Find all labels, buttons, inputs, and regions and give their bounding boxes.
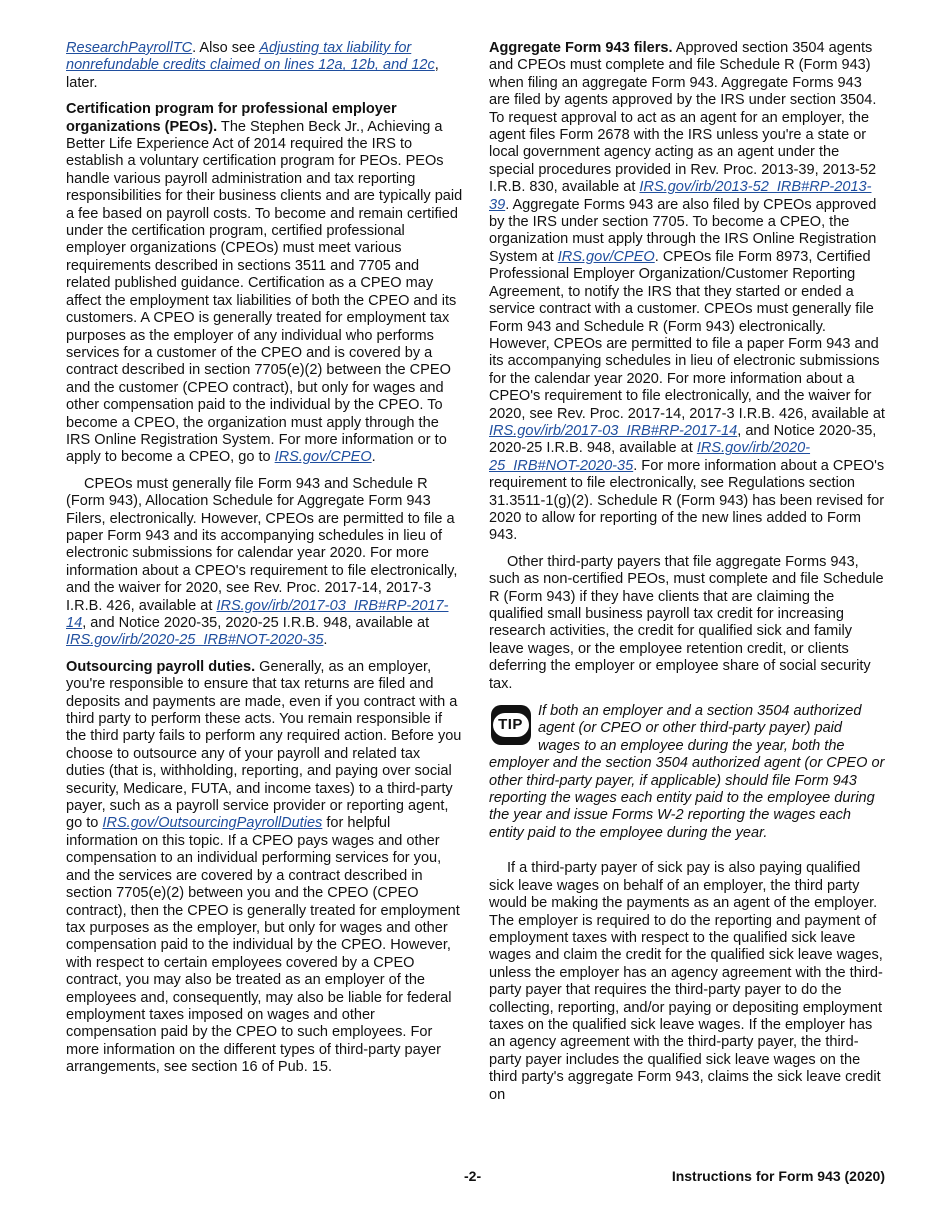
paragraph-cpeo-electronic-filing: CPEOs must generally file Form 943 and Schedule R (Form 943), Allocation Schedule for Aggregate Form 943 Filers, electronically. However, CPEOs are permitted to file a paper Form 943 and its accompanying schedules in lieu of electronic submissions for calendar year 2020. For more information about a CPEO's requirement to file electronically, and the waiver for 2020, see Rev. Proc. 2017-14, 2017-3 I.R.B. 426, available at IRS.gov/irb/2017-03_IRB#RP-2017-14, and Notice 2020-35, 2020-25 I.R.B. 948, available at IRS.gov/irb/2020-25_IRB#NOT-2020-35.	[66, 475, 458, 649]
right-column	[489, 40, 885, 1113]
link-rp-2017-14-right[interactable]: IRS.gov/irb/2017-03_IRB#RP-2017-14	[489, 422, 738, 439]
link-not-2020-35-right[interactable]: IRS.gov/irb/2020-25_IRB#NOT-2020-35	[489, 440, 811, 474]
tip-icon-label: TIP	[493, 713, 529, 737]
page-footer	[66, 1168, 885, 1188]
paragraph-outsourcing-payroll: Outsourcing payroll duties. Generally, as an employer, you're responsible to ensure that tax returns are filed and deposits and payments are made, even if you contract with a third party to perform these acts. You remain responsible if the third party fails to perform any required action. Before you choose to outsource any of your payroll and related tax duties (that is, withholding, reporting, and paying over social security, Medicare, FUTA, and income taxes) to a third-party payer, such as a payroll service provider or reporting agent, go to IRS.gov/OutsourcingPayrollDuties for helpful information on this topic. If a CPEO pays wages and other compensation to an individual performing services for you, and the services are covered by a contract described in section 7705(e)(2) between you and the CPEO (CPEO contract), then the CPEO is generally treated for employment tax purposes as the employer, but only for wages and other compensation paid to the individual by the CPEO. However, with respect to certain employees covered by a CPEO contract, you may also be treated as an employer of the employees and, consequently, may also be liable for federal employment taxes imposed on wages and other compensation paid by the CPEO to such employees. For more information on the different types of third-party payer arrangements, see section 16 of Pub. 15.	[66, 658, 462, 1076]
link-not-2020-35[interactable]: IRS.gov/irb/2020-25_IRB#NOT-2020-35	[66, 632, 324, 649]
heading-aggregate-filers: Aggregate Form 943 filers.	[489, 40, 673, 56]
link-outsourcing-payroll-duties[interactable]: IRS.gov/OutsourcingPayrollDuties	[102, 815, 323, 832]
paragraph-research-payroll: ResearchPayrollTC. Also see Adjusting tax liability for nonrefundable credits claimed on lines 12a, 12b, and 12c, later.	[66, 40, 439, 91]
paragraph-sick-pay-third-party: If a third-party payer of sick pay is also paying qualified sick leave wages on behalf of an employer, the third party would be making the payments as an agent of the employer. The employer is required to do the reporting and payment of employment taxes with respect to the qualified sick leave wages and claim the credit for the qualified sick leave wages, unless the employer has an agency agreement with the third-party payer that requires the third-party payer to do the collecting, reporting, and/or paying or depositing employment taxes on the qualified sick leave wages. If the employer has an agency agreement with the third-party payer, the third-party payer includes the qualified sick leave wages on the third party's aggregate Form 943, claims the sick leave credit on	[489, 860, 883, 1103]
tip-icon	[489, 703, 532, 746]
link-adjusting-tax-liability[interactable]: Adjusting tax liability for nonrefundable credits claimed on lines 12a, 12b, and 12c	[66, 40, 435, 74]
link-rp-2013-39[interactable]: IRS.gov/irb/2013-52_IRB#RP-2013-39	[489, 179, 872, 213]
page-number: -2-	[464, 1168, 482, 1184]
link-research-payroll-tc[interactable]: ResearchPayrollTC	[66, 40, 193, 56]
footer-form-title: Instructions for Form 943 (2020)	[671, 1168, 885, 1184]
link-irs-cpeo-right[interactable]: IRS.gov/CPEO	[557, 248, 655, 265]
heading-outsourcing-payroll: Outsourcing payroll duties.	[66, 658, 256, 675]
tip-box	[489, 703, 885, 842]
paragraph-aggregate-filers: Aggregate Form 943 filers. Approved section 3504 agents and CPEOs must complete and file Schedule R (Form 943) when filing an aggregate Form 943. Aggregate Forms 943 are filed by agents approved by the IRS under section 3504. To request approval to act as an agent for an employer, the agent files Form 2678 with the IRS unless you're a state or local government agency acting as an agent under the special procedures provided in Rev. Proc. 2013-39, 2013-52 I.R.B. 830, available at IRS.gov/irb/2013-52_IRB#RP-2013-39. Aggregate Forms 943 are also filed by CPEOs approved by the IRS under section 7705. To become a CPEO, the organization must apply through the IRS Online Registration System at IRS.gov/CPEO. CPEOs file Form 8973, Certified Professional Employer Organization/Customer Reporting Agreement, to notify the IRS that they started or ended a service contract with a customer. CPEOs must generally file Form 943 and Schedule R (Form 943) electronically. However, CPEOs are permitted to file a paper Form 943 and its accompanying schedules in lieu of electronic submissions for the calendar year 2020. For more information about a CPEO's requirement to file electronically, and the waiver for 2020, see Rev. Proc. 2017-14, 2017-3 I.R.B. 426, available at IRS.gov/irb/2017-03_IRB#RP-2017-14, and Notice 2020-35, 2020-25 I.R.B. 948, available at IRS.gov/irb/2020-25_IRB#NOT-2020-35. For more information about a CPEO's requirement to file electronically, see Regulations section 31.3511-1(g)(2). Schedule R (Form 943) has been revised for 2020 to allow for reporting of the new lines added to Form 943.	[489, 40, 885, 544]
link-rp-2017-14[interactable]: IRS.gov/irb/2017-03_IRB#RP-2017-14	[66, 597, 449, 631]
link-irs-cpeo[interactable]: IRS.gov/CPEO	[274, 449, 372, 466]
tip-text: If both an employer and a section 3504 authorized agent (or CPEO or other third-party payer) paid wages to an employee during the year, both the employer and the section 3504 authorized agent (or CPEO or other third-party payer, if applicable) should file Form 943 reporting the wages each entity paid to the employee during the year and issue Forms W-2 reporting the wages each entity paid to the employee during the year.	[489, 703, 885, 841]
paragraph-peo-certification: Certification program for professional employer organizations (PEOs). The Stephen Beck Jr., Achieving a Better Life Experience Act of 2014 required the IRS to establish a voluntary certification program for PEOs. PEOs handle various payroll administration and tax reporting responsibilities for their business clients and are typically paid a fee based on payroll costs. To become and remain certified under the certification program, certified professional employer organizations (CPEOs) must meet various requirements described in sections 3511 and 7705 and related published guidance. Certification as a CPEO may affect the employment tax liabilities of both the CPEO and its customers. A CPEO is generally treated for employment tax purposes as the employer of any individual who performs services for a customer of the CPEO and is covered by a contract described in section 7705(e)(2) between the CPEO and the customer (CPEO contract), but only for wages and other compensation paid to the individual by the CPEO. To become a CPEO, the organization must apply through the IRS Online Registration System. For more information or to apply to become a CPEO, go to IRS.gov/CPEO.	[66, 101, 463, 466]
heading-peo-certification: Certification program for professional employer organizations (PEOs).	[66, 101, 397, 135]
paragraph-other-third-party-payers: Other third-party payers that file aggregate Forms 943, such as non-certified PEOs, must complete and file Schedule R (Form 943) if they have clients that are claiming the qualified small business payroll tax credit for increasing research activities, the credit for qualified sick and family leave wages, or the employee retention credit, or clients deferring the employer or employee share of social security tax.	[489, 553, 884, 692]
left-column	[66, 40, 463, 1086]
